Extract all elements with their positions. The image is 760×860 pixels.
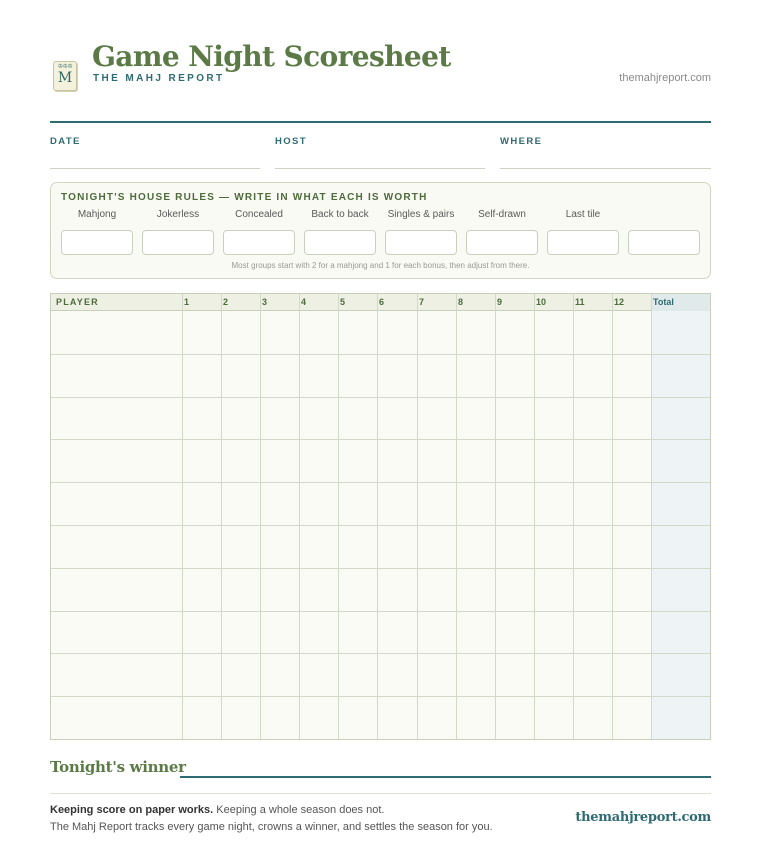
round-score-cell[interactable] xyxy=(612,482,651,525)
round-score-cell[interactable] xyxy=(260,311,299,354)
house-rules-note: Most groups start with 2 for a mahjong and 1 for each bonus, then adjust from there. xyxy=(231,261,530,270)
round-score-cell[interactable] xyxy=(417,696,456,739)
round-score-cell[interactable] xyxy=(299,696,338,739)
player-name-cell[interactable] xyxy=(51,311,182,354)
round-score-cell[interactable] xyxy=(534,311,573,354)
player-name-cell[interactable] xyxy=(51,525,182,568)
rule-label: Mahjong xyxy=(77,209,117,220)
where-write-line[interactable] xyxy=(500,168,711,169)
round-score-cell[interactable] xyxy=(534,696,573,739)
footer-divider xyxy=(50,793,711,794)
total-cell[interactable] xyxy=(651,482,710,525)
host-label: HOST xyxy=(275,136,307,147)
promo-rest: Keeping a whole season does not. xyxy=(213,804,385,816)
total-cell[interactable] xyxy=(651,354,710,397)
total-cell[interactable] xyxy=(651,311,710,354)
round-score-cell[interactable] xyxy=(534,482,573,525)
table-row xyxy=(51,568,710,611)
round-score-cell[interactable] xyxy=(417,439,456,482)
header-divider xyxy=(50,121,711,123)
rule-label: Jokerless xyxy=(156,209,200,220)
site-url-bottom[interactable]: themahjreport.com xyxy=(575,810,711,825)
round-score-cell[interactable] xyxy=(534,439,573,482)
round-score-cell[interactable] xyxy=(260,482,299,525)
round-score-cell[interactable] xyxy=(495,397,534,440)
total-column-header: Total xyxy=(651,294,710,311)
round-score-cell[interactable] xyxy=(221,482,260,525)
round-score-cell[interactable] xyxy=(260,696,299,739)
rule-value-box[interactable] xyxy=(466,230,538,255)
round-score-cell[interactable] xyxy=(417,397,456,440)
player-name-cell[interactable] xyxy=(51,653,182,696)
round-score-cell[interactable] xyxy=(495,568,534,611)
page-header xyxy=(50,40,711,94)
round-score-cell[interactable] xyxy=(534,397,573,440)
round-score-cell[interactable] xyxy=(260,525,299,568)
round-score-cell[interactable] xyxy=(221,696,260,739)
round-score-cell[interactable] xyxy=(260,439,299,482)
round-score-cell[interactable] xyxy=(612,439,651,482)
round-score-cell[interactable] xyxy=(260,653,299,696)
table-row xyxy=(51,439,710,482)
round-score-cell[interactable] xyxy=(182,439,221,482)
round-score-cell[interactable] xyxy=(338,311,377,354)
round-score-cell[interactable] xyxy=(573,354,612,397)
round-score-cell[interactable] xyxy=(612,354,651,397)
rule-mahjong xyxy=(61,208,133,222)
promo-line-2: The Mahj Report tracks every game night, crowns a winner, and settles the season for you. xyxy=(50,821,493,833)
round-score-cell[interactable] xyxy=(456,311,495,354)
date-label: DATE xyxy=(50,136,81,147)
round-score-cell[interactable] xyxy=(377,311,417,354)
round-score-cell[interactable] xyxy=(182,482,221,525)
round-score-cell[interactable] xyxy=(612,653,651,696)
round-score-cell[interactable] xyxy=(377,568,417,611)
logo-crown: ♔♔♔ xyxy=(57,64,73,70)
host-field[interactable] xyxy=(275,136,485,147)
round-score-cell[interactable] xyxy=(221,439,260,482)
round-score-cell[interactable] xyxy=(221,311,260,354)
round-5-header: 5 xyxy=(340,297,346,307)
round-score-cell[interactable] xyxy=(456,354,495,397)
player-name-cell[interactable] xyxy=(51,696,182,739)
round-score-cell[interactable] xyxy=(495,696,534,739)
round-score-cell[interactable] xyxy=(495,482,534,525)
player-name-cell[interactable] xyxy=(51,611,182,654)
promo-bold: Keeping score on paper works. xyxy=(50,804,214,816)
rule-label xyxy=(628,208,700,222)
round-6-header: 6 xyxy=(379,297,385,307)
round-score-cell[interactable] xyxy=(260,611,299,654)
round-score-cell[interactable] xyxy=(495,653,534,696)
rule-concealed xyxy=(223,208,295,222)
round-score-cell[interactable] xyxy=(221,354,260,397)
round-score-cell[interactable] xyxy=(417,311,456,354)
round-score-cell[interactable] xyxy=(182,397,221,440)
rule-value-box[interactable] xyxy=(223,230,295,255)
player-column-header: PLAYER xyxy=(56,297,99,307)
round-score-cell[interactable] xyxy=(338,696,377,739)
player-name-cell[interactable] xyxy=(51,439,182,482)
round-11-header: 11 xyxy=(575,297,585,307)
round-score-cell[interactable] xyxy=(299,439,338,482)
rule-label: Back to back xyxy=(311,209,369,220)
round-score-cell[interactable] xyxy=(417,611,456,654)
table-row xyxy=(51,397,710,440)
round-8-header: 8 xyxy=(458,297,464,307)
date-write-line[interactable] xyxy=(50,168,260,169)
round-score-cell[interactable] xyxy=(377,482,417,525)
round-3-header: 3 xyxy=(262,297,268,307)
player-name-cell[interactable] xyxy=(51,397,182,440)
player-name-cell[interactable] xyxy=(51,354,182,397)
round-score-cell[interactable] xyxy=(221,568,260,611)
round-score-cell[interactable] xyxy=(612,397,651,440)
round-score-cell[interactable] xyxy=(377,525,417,568)
round-score-cell[interactable] xyxy=(182,568,221,611)
round-score-cell[interactable] xyxy=(182,696,221,739)
rule-last-tile xyxy=(547,208,619,222)
round-score-cell[interactable] xyxy=(456,525,495,568)
round-score-cell[interactable] xyxy=(456,653,495,696)
round-score-cell[interactable] xyxy=(612,568,651,611)
round-score-cell[interactable] xyxy=(534,611,573,654)
round-score-cell[interactable] xyxy=(573,696,612,739)
round-score-cell[interactable] xyxy=(573,611,612,654)
round-score-cell[interactable] xyxy=(417,653,456,696)
round-score-cell[interactable] xyxy=(182,653,221,696)
round-score-cell[interactable] xyxy=(299,397,338,440)
round-score-cell[interactable] xyxy=(495,611,534,654)
winner-write-line[interactable] xyxy=(180,776,711,778)
round-score-cell[interactable] xyxy=(612,611,651,654)
total-cell[interactable] xyxy=(651,696,710,739)
round-score-cell[interactable] xyxy=(612,525,651,568)
rule-back-to-back xyxy=(304,208,376,222)
round-score-cell[interactable] xyxy=(377,439,417,482)
round-score-cell[interactable] xyxy=(377,696,417,739)
round-score-cell[interactable] xyxy=(495,525,534,568)
rule-custom xyxy=(628,208,700,222)
round-12-header: 12 xyxy=(614,297,625,307)
page-title: Game Night Scoresheet xyxy=(92,40,451,73)
round-score-cell[interactable] xyxy=(338,354,377,397)
round-score-cell[interactable] xyxy=(182,611,221,654)
total-cell[interactable] xyxy=(651,439,710,482)
round-score-cell[interactable] xyxy=(417,354,456,397)
table-row xyxy=(51,482,710,525)
rule-label: Self-drawn xyxy=(478,209,526,220)
round-score-cell[interactable] xyxy=(573,653,612,696)
round-score-cell[interactable] xyxy=(573,311,612,354)
table-row xyxy=(51,311,710,354)
round-score-cell[interactable] xyxy=(456,439,495,482)
round-score-cell[interactable] xyxy=(182,525,221,568)
round-score-cell[interactable] xyxy=(338,611,377,654)
round-score-cell[interactable] xyxy=(377,354,417,397)
winner-label: Tonight's winner xyxy=(50,758,186,776)
round-score-cell[interactable] xyxy=(299,311,338,354)
round-score-cell[interactable] xyxy=(182,311,221,354)
where-label: WHERE xyxy=(500,136,543,147)
round-1-header: 1 xyxy=(184,297,190,307)
table-row xyxy=(51,696,710,739)
round-score-cell[interactable] xyxy=(221,397,260,440)
round-score-cell[interactable] xyxy=(456,696,495,739)
round-score-cell[interactable] xyxy=(260,397,299,440)
brand-subtitle: THE MAHJ REPORT xyxy=(93,73,225,84)
rule-value-box[interactable] xyxy=(142,230,214,255)
table-row xyxy=(51,653,710,696)
round-4-header: 4 xyxy=(301,297,307,307)
round-score-cell[interactable] xyxy=(534,568,573,611)
round-score-cell[interactable] xyxy=(417,525,456,568)
rule-label: Singles & pairs xyxy=(387,209,455,220)
round-score-cell[interactable] xyxy=(221,525,260,568)
round-score-cell[interactable] xyxy=(377,397,417,440)
round-score-cell[interactable] xyxy=(573,482,612,525)
round-score-cell[interactable] xyxy=(299,653,338,696)
round-score-cell[interactable] xyxy=(299,354,338,397)
round-score-cell[interactable] xyxy=(299,525,338,568)
round-score-cell[interactable] xyxy=(495,439,534,482)
house-rules-heading: TONIGHT'S HOUSE RULES — WRITE IN WHAT EACH IS WORTH xyxy=(61,192,428,203)
round-score-cell[interactable] xyxy=(495,311,534,354)
round-score-cell[interactable] xyxy=(417,568,456,611)
date-field[interactable] xyxy=(50,136,260,147)
round-score-cell[interactable] xyxy=(221,611,260,654)
site-url-top: themahjreport.com xyxy=(619,72,711,84)
round-score-cell[interactable] xyxy=(456,611,495,654)
round-score-cell[interactable] xyxy=(338,525,377,568)
rule-jokerless xyxy=(142,208,214,222)
round-score-cell[interactable] xyxy=(377,611,417,654)
total-cell[interactable] xyxy=(651,397,710,440)
host-write-line[interactable] xyxy=(275,168,485,169)
round-score-cell[interactable] xyxy=(456,568,495,611)
rule-singles-pairs xyxy=(385,208,457,222)
table-row xyxy=(51,354,710,397)
round-score-cell[interactable] xyxy=(495,354,534,397)
round-score-cell[interactable] xyxy=(221,653,260,696)
rule-value-box[interactable] xyxy=(628,230,700,255)
round-score-cell[interactable] xyxy=(534,354,573,397)
round-9-header: 9 xyxy=(497,297,503,307)
round-score-cell[interactable] xyxy=(260,568,299,611)
house-rules-panel xyxy=(50,182,711,279)
round-score-cell[interactable] xyxy=(573,397,612,440)
round-score-cell[interactable] xyxy=(456,397,495,440)
round-score-cell[interactable] xyxy=(338,397,377,440)
round-10-header: 10 xyxy=(536,297,547,307)
round-score-cell[interactable] xyxy=(377,653,417,696)
table-row xyxy=(51,611,710,654)
round-score-cell[interactable] xyxy=(299,568,338,611)
rule-value-box[interactable] xyxy=(547,230,619,255)
mahj-report-logo-icon xyxy=(53,61,77,91)
promo-line-1 xyxy=(50,804,384,816)
rule-value-box[interactable] xyxy=(385,230,457,255)
total-cell[interactable] xyxy=(651,525,710,568)
total-cell[interactable] xyxy=(651,611,710,654)
table-row xyxy=(51,525,710,568)
player-name-cell[interactable] xyxy=(51,568,182,611)
round-score-cell[interactable] xyxy=(612,311,651,354)
round-score-cell[interactable] xyxy=(338,482,377,525)
round-score-cell[interactable] xyxy=(299,482,338,525)
round-score-cell[interactable] xyxy=(534,525,573,568)
round-score-cell[interactable] xyxy=(338,653,377,696)
total-cell[interactable] xyxy=(651,653,710,696)
round-score-cell[interactable] xyxy=(573,525,612,568)
rule-value-box[interactable] xyxy=(304,230,376,255)
rule-label: Concealed xyxy=(235,209,283,220)
logo-letter: M xyxy=(57,70,73,86)
player-name-cell[interactable] xyxy=(51,482,182,525)
round-2-header: 2 xyxy=(223,297,229,307)
rule-self-drawn xyxy=(466,208,538,222)
round-score-cell[interactable] xyxy=(338,439,377,482)
score-table xyxy=(50,293,711,740)
rule-label: Last tile xyxy=(565,209,601,220)
round-score-cell[interactable] xyxy=(299,611,338,654)
round-score-cell[interactable] xyxy=(612,696,651,739)
round-score-cell[interactable] xyxy=(573,568,612,611)
round-score-cell[interactable] xyxy=(573,439,612,482)
round-score-cell[interactable] xyxy=(182,354,221,397)
round-score-cell[interactable] xyxy=(456,482,495,525)
round-score-cell[interactable] xyxy=(338,568,377,611)
where-field[interactable] xyxy=(500,136,711,147)
round-score-cell[interactable] xyxy=(417,482,456,525)
rule-value-box[interactable] xyxy=(61,230,133,255)
round-score-cell[interactable] xyxy=(260,354,299,397)
round-score-cell[interactable] xyxy=(534,653,573,696)
round-7-header: 7 xyxy=(419,297,425,307)
total-cell[interactable] xyxy=(651,568,710,611)
